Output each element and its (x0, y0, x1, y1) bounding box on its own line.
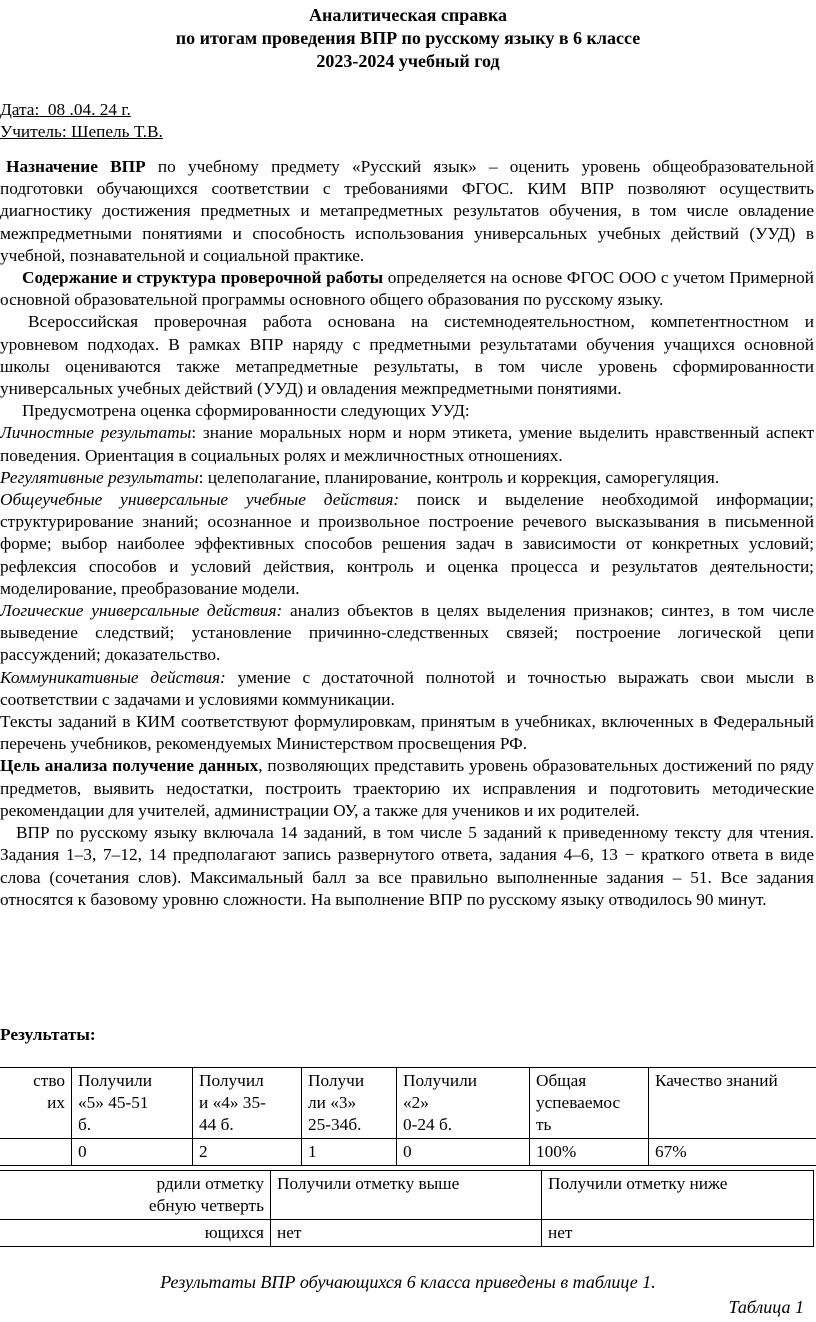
teacher-line (0, 121, 163, 143)
content-text: определяется на основе ФГОС ООО с учетом Примерной основной образовательной программы основного общего образования по русскому языку. (0, 268, 814, 310)
table-cell: Получили «5» 45-51 б. (72, 1068, 193, 1139)
results-heading: Результаты: (0, 1025, 96, 1044)
table-cell: Получили отметку выше (271, 1171, 542, 1220)
table-cell: 100% (530, 1139, 649, 1166)
document-body (0, 156, 814, 911)
paragraph-purpose (0, 156, 814, 267)
regulative-text: : целеполагание, планирование, контроль и коррекция, саморегуляция. (198, 467, 720, 487)
title-line-2: по итогам проведения ВПР по русскому языку в 6 классе (175, 28, 641, 48)
marks-comparison-table (0, 1170, 814, 1247)
table-row (0, 1220, 814, 1247)
table-header-row (0, 1171, 814, 1220)
paragraph-uud-intro: Предусмотрена оценка сформированности следующих УУД: (22, 401, 470, 421)
logical-text: анализ объектов в целях выделения признаков; синтез, в том числе выведение следствий; установление причинно-следственных связей; построение логической цепи рассуждений; доказательство. (0, 601, 814, 665)
table-cell: 0 (397, 1139, 530, 1166)
logical-label: Логические универсальные действия: (0, 601, 283, 621)
table-cell: нет (271, 1220, 542, 1247)
date-line (0, 99, 131, 121)
table-cell: ющихся (0, 1220, 271, 1247)
regulative-label: Регулятивные результаты (0, 467, 199, 487)
table-cell (0, 1139, 72, 1166)
title-line-1: Аналитическая справка (308, 5, 508, 25)
paragraph-regulative (0, 467, 814, 489)
table-cell: 0 (72, 1139, 193, 1166)
table-cell: 1 (302, 1139, 397, 1166)
table-cell: нет (542, 1220, 814, 1247)
personal-label: Личностные результаты (0, 423, 192, 443)
paragraph-personal (0, 422, 814, 466)
paragraph-general (0, 489, 814, 600)
paragraph-logical (0, 600, 814, 667)
personal-text: : знание моральных норм и норм этикета, умение выделить нравственный аспект поведения. Ориентация в социальных ролях и межличностных отношениях. (0, 423, 814, 465)
paragraph-approach: Всероссийская проверочная работа основана на системнодеятельностном, компетентностном и уровневом подходах. В рамках ВПР наряду с предметными результатами обучения учащихся основной школы оцениваются также метапредметные результаты, в том числе уровень сформированности универсальных учебных действий (УУД) и овладения межпредметными понятиями. (0, 312, 814, 399)
purpose-text: по учебному предмету «Русский язык» – оценить уровень общеобразовательной подготовки обучающихся соответствии с требованиями ФГОС. КИМ ВПР позволяют осуществить диагностику достижения предметных и метапредметных результатов обучения, в том числе овладение межпредметными понятиями и способность использования универсальных учебных действий (УУД) в учебной, познавательной и социальной практике. (0, 157, 814, 265)
table-cell: Получили отметку ниже (542, 1171, 814, 1220)
title-line-3: 2023-2024 учебный год (316, 51, 500, 71)
table-cell: Общая успеваемос ть (530, 1068, 649, 1139)
communicative-label: Коммуникативные действия: (0, 667, 226, 687)
teacher-name: Учитель: Шепель Т.В. (0, 122, 163, 141)
paragraph-structure: ВПР по русскому языку включала 14 заданий, в том числе 5 заданий к приведенному тексту для чтения. Задания 1–3, 7–12, 14 предполагают запись развернутого ответа, задания 4–6, 13 − краткого ответа в виде слова (сочетания слов). Максимальный балл за все правильно выполненные задания – 51. Все задания относятся к базовому уровню сложности. На выполнение ВПР по русскому языку отводилось 90 минут. (0, 823, 814, 909)
table-row (0, 1139, 816, 1166)
date-value: 08 .04. 24 г. (39, 100, 131, 119)
content-heading: Содержание и структура проверочной работы (22, 268, 384, 288)
table-cell: Получили «2» 0-24 б. (397, 1068, 530, 1139)
table-cell: Получил и «4» 35- 44 б. (193, 1068, 302, 1139)
paragraph-content (0, 267, 814, 311)
paragraph-goal (0, 755, 814, 822)
results-table (0, 1067, 816, 1166)
table-header-row (0, 1068, 816, 1139)
general-label: Общеучебные универсальные учебные действия: (0, 490, 400, 510)
table-cell: 67% (649, 1139, 816, 1166)
table-number: Таблица 1 (728, 1297, 804, 1317)
goal-text: , позволяющих представить уровень образовательных достижений по ряду предметов, выявить недостатки, построить траекторию их исправления и подготовить методические рекомендации для учителей, администрации ОУ, а также для учеников и их родителей. (0, 756, 814, 820)
paragraph-communicative (0, 667, 814, 711)
purpose-heading: Назначение ВПР (6, 157, 146, 176)
document-title (0, 4, 816, 73)
general-text: поиск и выделение необходимой информации; структурирование знаний; осознанное и произвольное построение речевого высказывания в письменной форме; выбор наиболее эффективных способов решения задач в зависимости от конкретных условий; рефлексия способов и условий действия, контроль и оценка процесса и результатов деятельности; моделирование, преобразование модели. (0, 490, 814, 598)
communicative-text: умение с достаточной полнотой и точностью выражать свои мысли в соответствии с задачами и условиями коммуникации. (0, 667, 814, 709)
goal-heading: Цель анализа получение данных (0, 756, 259, 776)
table-cell: 2 (193, 1139, 302, 1166)
paragraph-kim: Тексты заданий в КИМ соответствуют формулировкам, принятым в учебниках, включенных в Федеральный перечень учебников, рекомендуемых Министерством просвещения РФ. (0, 712, 814, 754)
table-caption: Результаты ВПР обучающихся 6 класса приведены в таблице 1. (160, 1272, 656, 1292)
table-cell: рдили отметку ебную четверть (0, 1171, 271, 1220)
table-cell: Получи ли «3» 25-34б. (302, 1068, 397, 1139)
date-label: Дата: (0, 100, 40, 119)
table-cell: ство их (0, 1068, 72, 1139)
table-cell: Качество знаний (649, 1068, 816, 1139)
